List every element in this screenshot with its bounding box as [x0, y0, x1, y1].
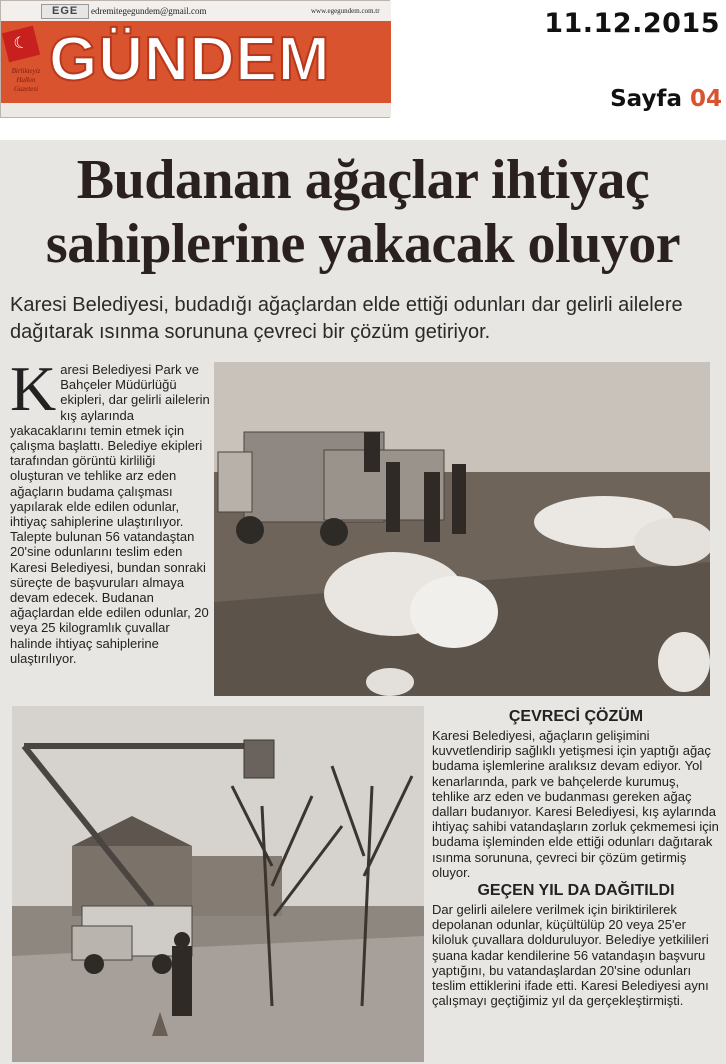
page-number-value: 04	[689, 86, 722, 112]
masthead-slogan: Birlikteyiz Halkın Gazetesi	[11, 67, 41, 93]
page-number	[610, 86, 722, 112]
turkish-flag-icon: ☾	[2, 26, 40, 63]
photo-truck-wood-sacks	[214, 362, 710, 696]
news-clipping	[0, 140, 726, 1064]
page-word: Sayfa	[610, 86, 682, 112]
subhead-cevreci-cozum: ÇEVRECİ ÇÖZÜM	[508, 708, 644, 725]
photo-pruning-illustration	[12, 706, 424, 1062]
newspaper-masthead	[0, 0, 390, 118]
body-left-text: aresi Belediyesi Park ve Bahçeler Müdürlüğü ekipleri, dar gelirli ailelerin kış aylarında yakacaklarını temin etmek için çalışma başlattı. Belediye ekipleri tarafından görüntü kirliliği oluşturan ve tehlike arz eden ağaçların budama çalışması yapılarak elde edilen odunlar, ihtiyaç sahiplerine ulaştırılıyor. Talepte bulunan 56 vatandaştan 20'sine odunlarını teslim eden Karesi Belediyesi, bundan sonraki süreçte de başvuruları almaya devam edecek. Budanan ağaçlardan elde edilen odunlar, 20 veya 25 kilogramlık çuvallar halinde ihtiyaç sahiplerine ulaştırılıyor.	[10, 362, 210, 666]
headline-line-1: Budanan ağaçlar ihtiyaç	[76, 149, 650, 211]
masthead-title: GÜNDEM	[49, 25, 331, 94]
masthead-website: www.egegundem.com.tr	[311, 7, 380, 15]
masthead-email: edremitegegundem@gmail.com	[91, 6, 207, 16]
photo-truck-illustration	[214, 362, 710, 696]
body-right-text-2: Dar gelirli ailelere verilmek için biriktirilerek depolanan odunlar, küçültülüp 20 veya 25'er kiloluk çuvallara dolduruluyor. Belediye yetkilileri şuana kadar kendilerine 56 vatandaşın başvuru yaptığını, bu vatandaşlardan 20'sine odunları teslim ettiklerini ifade etti. Karesi Belediyesi aynı çalışmayı geçtiğimiz yıl da gerçekleştirmişti.	[432, 902, 709, 1009]
body-right-text-1: Karesi Belediyesi, ağaçların gelişimini kuvvetlendirip sağlıklı yetişmesi için yaptığı ağaç budama işlemlerine aralıksız devam ediyor. Yol kenarlarında, park ve bahçelerde kurumuş, tehlike arz eden ve budanması gereken ağaç dalları budanıyor. Karesi Belediyesi, kış aylarında ihtiyaç sahibi vatandaşların zorluk çekmemesi için budama işleminden elde ettiği odunları dağıtarak ısınma sorununa, çevreci bir çözüm getirmiş oluyor.	[432, 728, 719, 880]
drop-cap: K	[10, 353, 57, 424]
article-body-right	[432, 706, 720, 1008]
issue-date: 11.12.2015	[544, 8, 720, 39]
masthead-ege-label: EGE	[41, 4, 89, 19]
headline-line-2: sahiplerine yakacak oluyor	[45, 213, 681, 275]
article-headline	[0, 148, 726, 276]
subhead-gecen-yil: GEÇEN YIL DA DAĞITILDI	[477, 882, 675, 900]
photo-bucket-truck-pruning	[12, 706, 424, 1062]
article-spot: Karesi Belediyesi, budadığı ağaçlardan elde ettiği odunları dar gelirli ailelere dağıtarak ısınma sorununa çevreci bir çözüm getiriyor.	[10, 294, 683, 343]
masthead-bottom-strip	[1, 103, 391, 117]
article-body-left	[10, 353, 210, 666]
